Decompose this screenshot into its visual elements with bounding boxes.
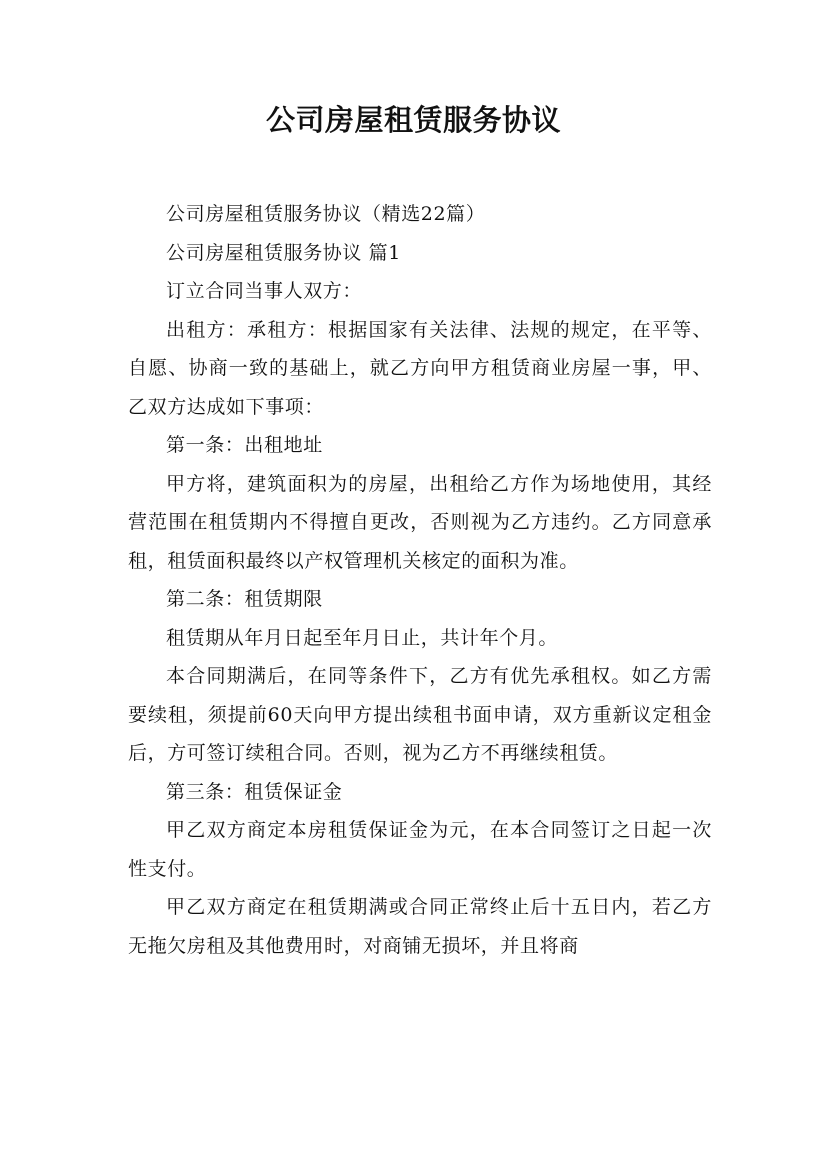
document-body — [128, 195, 712, 965]
article-2-renewal: 本合同期满后，在同等条件下，乙方有优先承租权。如乙方需要续租，须提前60天向甲方提出续租书面申请，双方重新议定租金后，方可签订续租合同。否则，视为乙方不再继续租赁。 — [128, 665, 712, 764]
document-title: 公司房屋租赁服务协议 — [265, 103, 561, 137]
paragraph-section-heading: 公司房屋租赁服务协议 篇1 — [166, 241, 401, 264]
article-1-heading: 第一条：出租地址 — [166, 434, 323, 456]
paragraph-subtitle: 公司房屋租赁服务协议（精选22篇） — [166, 203, 486, 225]
article-2-heading: 第二条：租赁期限 — [166, 588, 323, 610]
article-2-term: 租赁期从年月日起至年月日止，共计年个月。 — [166, 626, 559, 649]
article-3-heading: 第三条：租赁保证金 — [166, 780, 343, 803]
article-3-deposit: 甲乙双方商定本房租赁保证金为元，在本合同签订之日起一次性支付。 — [128, 819, 712, 880]
paragraph-parties: 订立合同当事人双方： — [166, 280, 363, 302]
article-1-body: 甲方将，建筑面积为的房屋，出租给乙方作为场地使用，其经营范围在租赁期内不得擅自更改，否则视为乙方违约。乙方同意承租，租赁面积最终以产权管理机关核定的面积为准。 — [128, 472, 712, 572]
article-3-refund: 甲乙双方商定在租赁期满或合同正常终止后十五日内，若乙方无拖欠房租及其他费用时，对商铺无损坏，并且将商 — [128, 896, 712, 957]
paragraph-intro: 出租方：承租方：根据国家有关法律、法规的规定，在平等、自愿、协商一致的基础上，就乙方向甲方租赁商业房屋一事，甲、乙双方达成如下事项： — [128, 318, 712, 418]
